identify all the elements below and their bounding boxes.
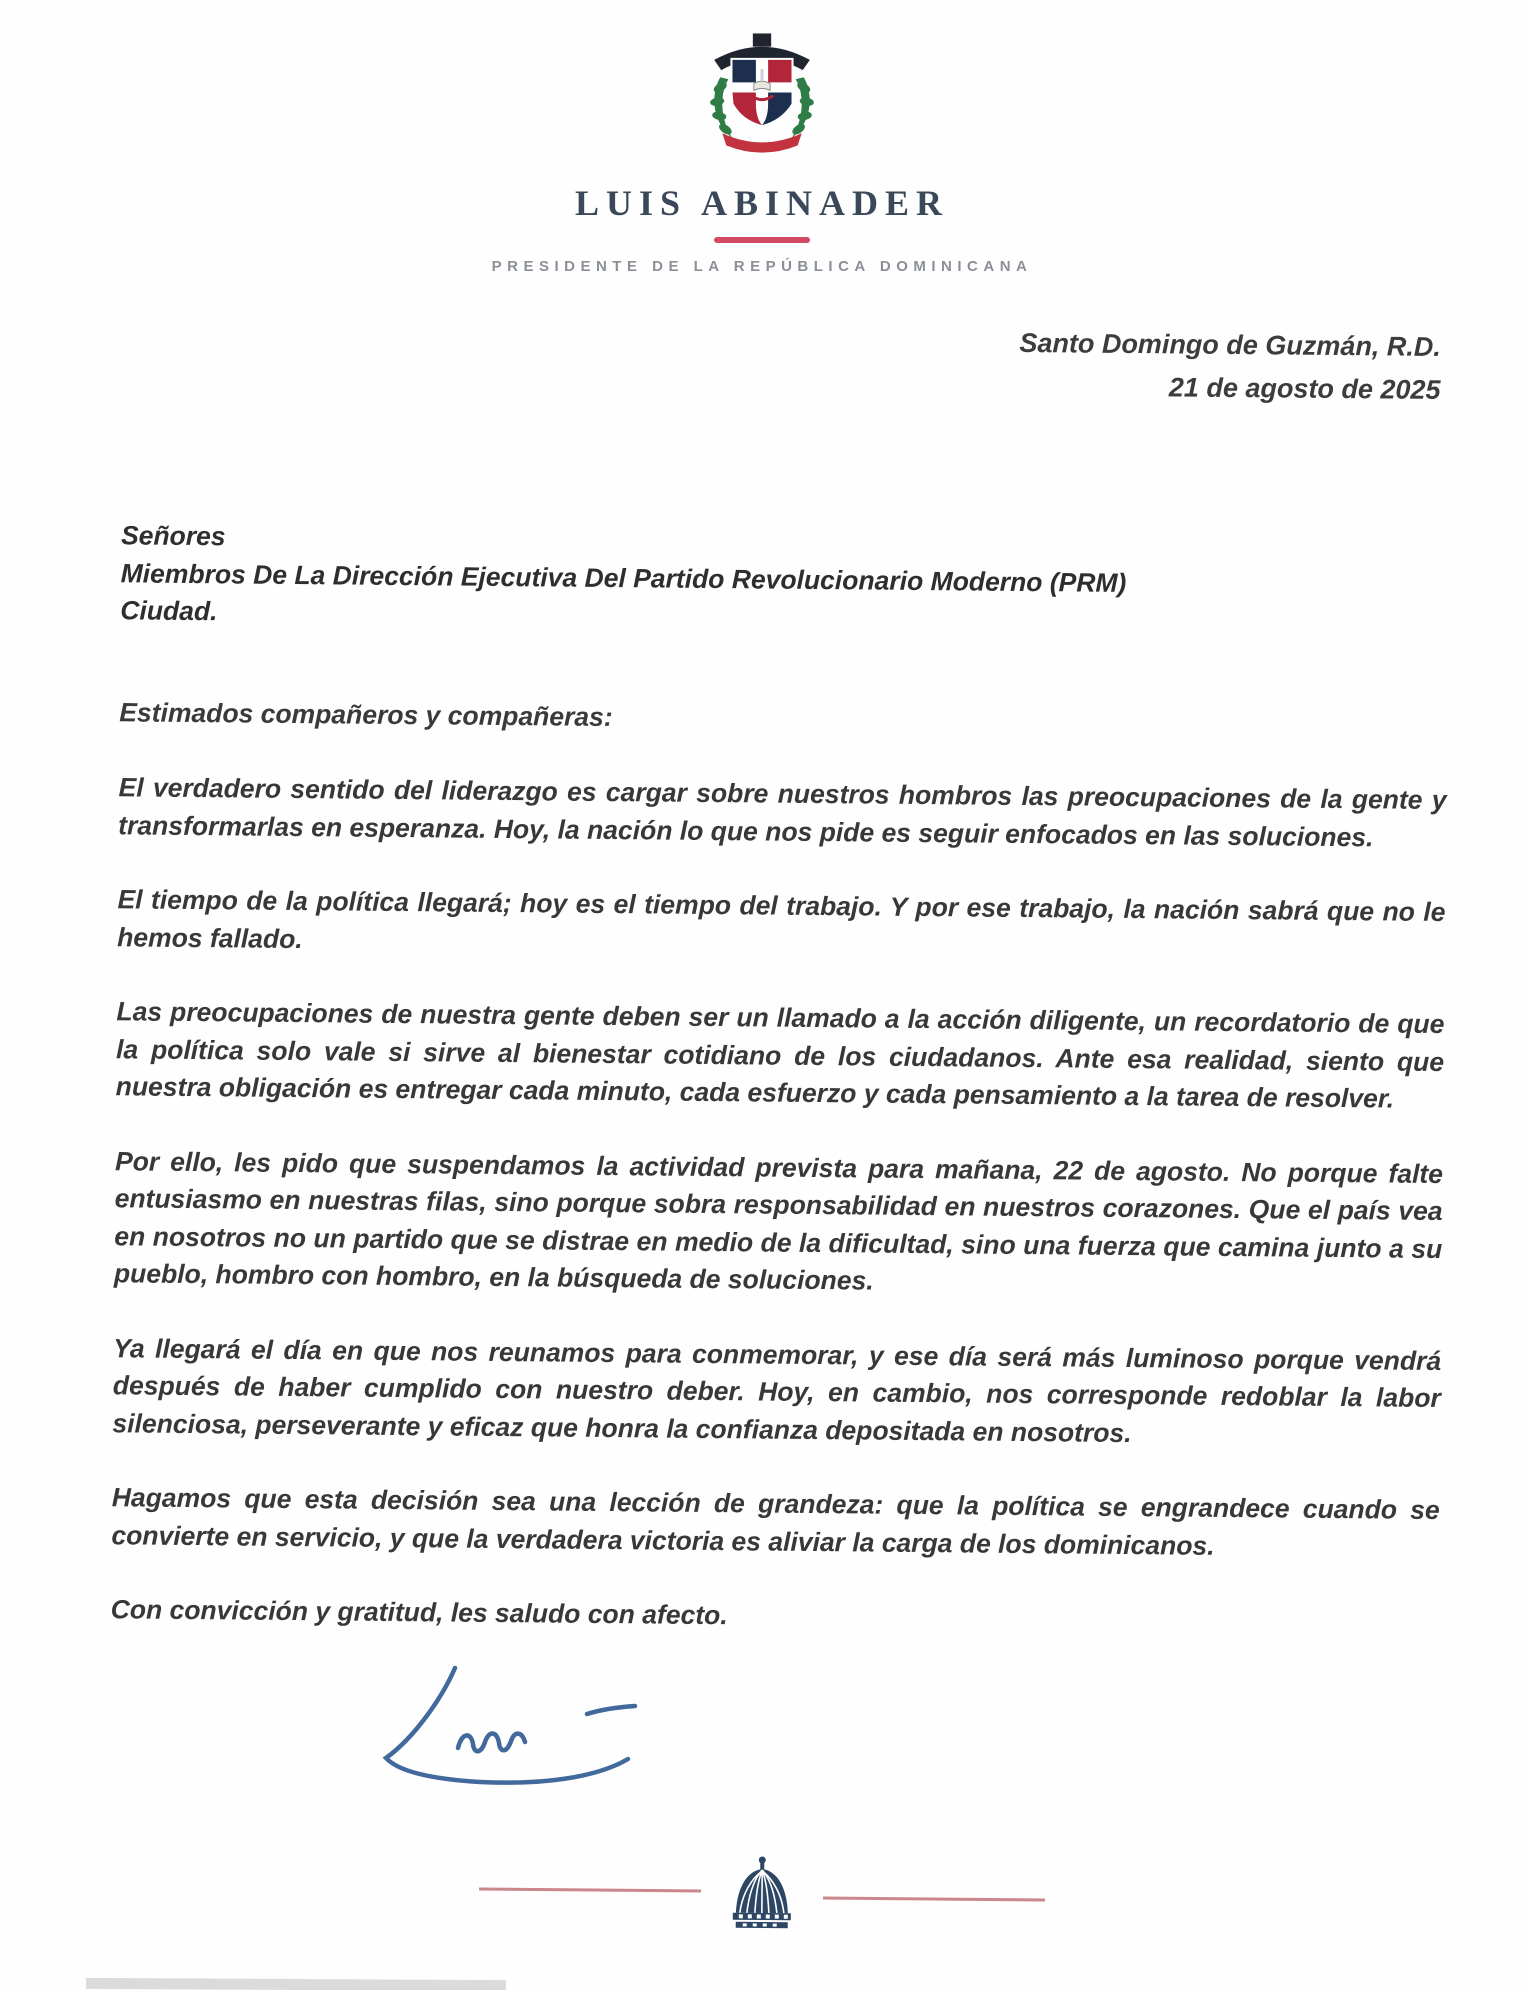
coat-of-arms-icon — [706, 28, 818, 156]
closing-line: Con convicción y gratitud, les saludo con afecto. — [110, 1594, 728, 1631]
footer — [0, 1847, 1524, 1942]
scan-smudge — [86, 1978, 506, 1990]
dateline-place: Santo Domingo de Guzmán, R.D. — [1019, 327, 1442, 362]
dateline-date: 21 de agosto de 2025 — [1168, 372, 1441, 405]
letterhead — [0, 0, 1524, 275]
recipient-line: Miembros De La Dirección Ejecutiva Del Partido Revolucionario Moderno (PRM) — [120, 557, 1127, 598]
paragraph-1: El verdadero sentido del liderazgo es cargar sobre nuestros hombros las preocupaciones de la gente y transformarlas en esperanza. Hoy, la nación lo que nos pide es seguir enfocados en las soluciones. — [118, 772, 1447, 852]
recipient-block — [120, 517, 1449, 642]
salutation: Estimados compañeros y compañeras: — [119, 696, 613, 732]
paragraph-6: Hagamos que esta decisión sea una lección de grandeza: que la política se engrandece cuando se convierte en servicio, y que la verdadera victoria es aliviar la carga de los dominicanos. — [111, 1482, 1440, 1561]
palace-dome-icon — [729, 1854, 796, 1937]
recipient-line: Ciudad. — [120, 595, 218, 627]
paragraph-5: Ya llegará el día en que nos reunamos para conmemorar, y ese día será más luminoso porque vendrá después de haber cumplido con nuestro deber. Hoy, en cambio, nos corresponde redoblar la labor silenciosa, perseverante y eficaz que honra la confianza depositada en nosotros. — [112, 1332, 1442, 1448]
footer-left-rule — [479, 1887, 701, 1892]
dateline — [2, 312, 1524, 413]
letter-text — [111, 517, 1450, 1641]
letterhead-title: PRESIDENTE DE LA REPÚBLICA DOMINICANA — [491, 258, 1033, 275]
signature-icon — [358, 1662, 688, 1822]
footer-right-rule — [823, 1896, 1045, 1901]
letterhead-name: LUIS ABINADER — [574, 183, 950, 223]
paragraph-3: Las preocupaciones de nuestra gente deben ser un llamado a la acción diligente, un recordatorio de que la política solo vale si sirve al bienestar cotidiano de los ciudadanos. Ante esa realidad, siento que nuestra obligación es entregar cada minuto, cada esfuerzo y cada pensamiento a la tarea de resolver. — [115, 996, 1445, 1114]
letterhead-red-rule — [714, 237, 810, 243]
letter-body — [0, 312, 1524, 1642]
recipient-line: Señores — [120, 520, 226, 552]
signature-block — [358, 1662, 688, 1827]
paragraph-4: Por ello, les pido que suspendamos la actividad prevista para mañana, 22 de agosto. No porque falte entusiasmo en nuestras filas, sino porque sobra responsabilidad en nuestros corazones. Que el país vea en nosotros no un partido que se distrae en medio de la dificultad, sino una fuerza que camina junto a su pueblo, hombro con hombro, en la búsqueda de soluciones. — [113, 1145, 1444, 1296]
paragraph-2: El tiempo de la política llegará; hoy es el tiempo del trabajo. Y por ese trabajo, la nación sabrá que no le hemos fallado. — [117, 884, 1446, 954]
